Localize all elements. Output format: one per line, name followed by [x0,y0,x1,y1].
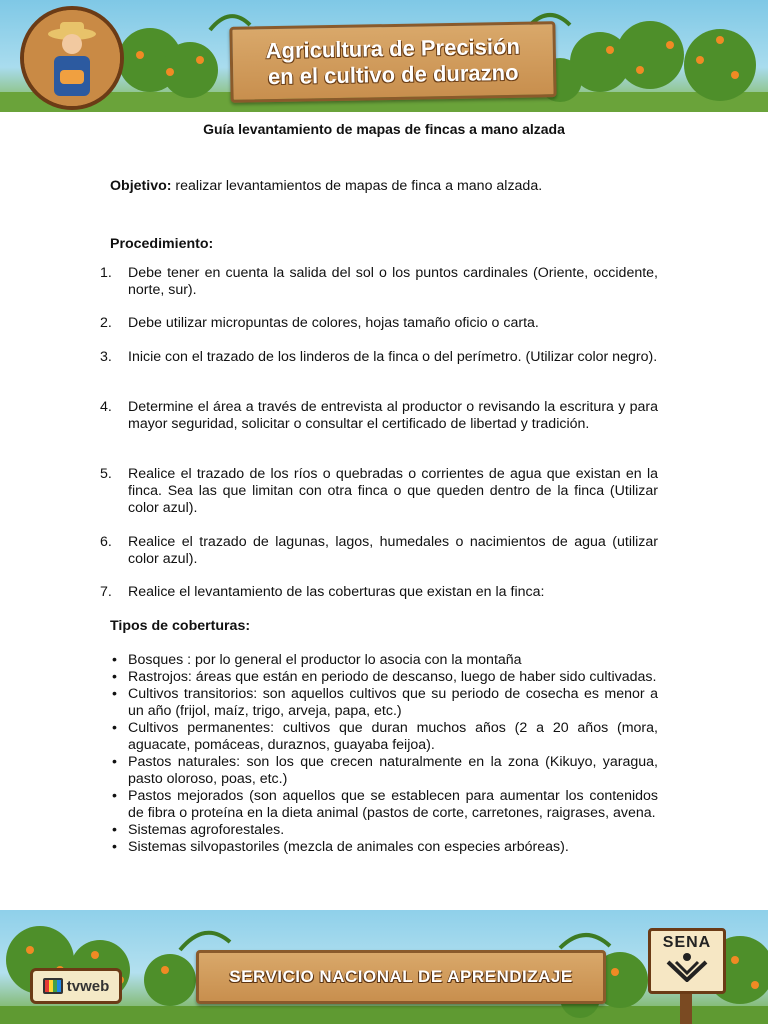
procedure-heading [110,236,213,253]
procedure-step: 3. Inicie con el trazado de los linderos de la finca o del perímetro. (Utilizar color negro). [100,349,658,365]
coverage-item: • Rastrojos: áreas que están en periodo de descanso, luego de haber sido cultivadas. [112,669,657,685]
objective-label: Objetivo: [110,178,172,194]
document-title: Guía levantamiento de mapas de fincas a mano alzada [203,121,565,137]
procedure-step: 1. Debe tener en cuenta la salida del sol o los puntos cardinales (Oriente, occidente, norte, sur). [100,265,658,298]
sign-post [680,994,692,1024]
document-body [0,112,768,910]
coverage-types-label: Tipos de coberturas: [110,618,251,634]
tv-icon [43,978,63,994]
coverage-item: • Pastos naturales: son los que crecen naturalmente en la zona (Kikuyo, yaragua, pasto oloroso, poas, etc.) [112,754,658,787]
page-header [0,0,768,112]
sena-logo: SENA [648,928,726,994]
header-title-line1: Agricultura de Precisión [265,33,521,64]
coverage-item: • Cultivos permanentes: cultivos que duran muchos años (2 a 20 años (mora, aguacate, pomáceas, duraznos, guayaba feijoa). [112,720,658,753]
tvweb-logo: tvweb [30,968,122,1004]
procedure-step: 7. Realice el levantamiento de las coberturas que existan en la finca: [100,584,545,600]
objective-text: realizar levantamientos de mapas de finca a mano alzada. [171,178,543,194]
procedure-step: 5. Realice el trazado de los ríos o quebradas o corrientes de agua que existan en la finca. Sea las que limitan con otra finca o que queden dentro de la finca (Utilizar color azul). [100,466,658,516]
footer-banner [196,950,606,1004]
procedure-label: Procedimiento: [110,236,214,252]
coverage-types-heading [110,618,250,635]
farmer-avatar [20,6,124,110]
coverage-item: • Pastos mejorados (son aquellos que se establecen para aumentar los contenidos de fibra o proteína en la dieta animal (pastos de corte, carretones, raigrases, avena. [112,788,658,821]
procedure-step: 4. Determine el área a través de entrevista al productor o revisando la escritura y para mayor seguridad, solicitar o consultar el certificado de libertad y tradición. [100,399,658,432]
coverage-item: • Cultivos transitorios: son aquellos cultivos que su periodo de cosecha es menor a un año (frijol, maíz, trigo, arveja, papa, etc.) [112,686,658,719]
objective-paragraph [110,178,542,195]
sena-emblem-icon [662,952,712,982]
coverage-types-list [96,652,658,856]
coverage-item: • Bosques : por lo general el productor lo asocia con la montaña [112,652,522,668]
procedure-step: 6. Realice el trazado de lagunas, lagos, humedales o nacimientos de agua (utilizar color azul). [100,534,658,567]
header-title-line2: en el cultivo de durazno [267,59,519,90]
coverage-item: • Sistemas agroforestales. [112,822,285,838]
page-footer [0,910,768,1024]
footer-banner-text: SERVICIO NACIONAL DE APRENDIZAJE [229,967,573,986]
procedure-step: 2. Debe utilizar micropuntas de colores, hojas tamaño oficio o carta. [100,315,539,331]
coverage-item: • Sistemas silvopastoriles (mezcla de animales con especies arbóreas). [112,839,569,855]
header-title-banner [229,21,556,103]
